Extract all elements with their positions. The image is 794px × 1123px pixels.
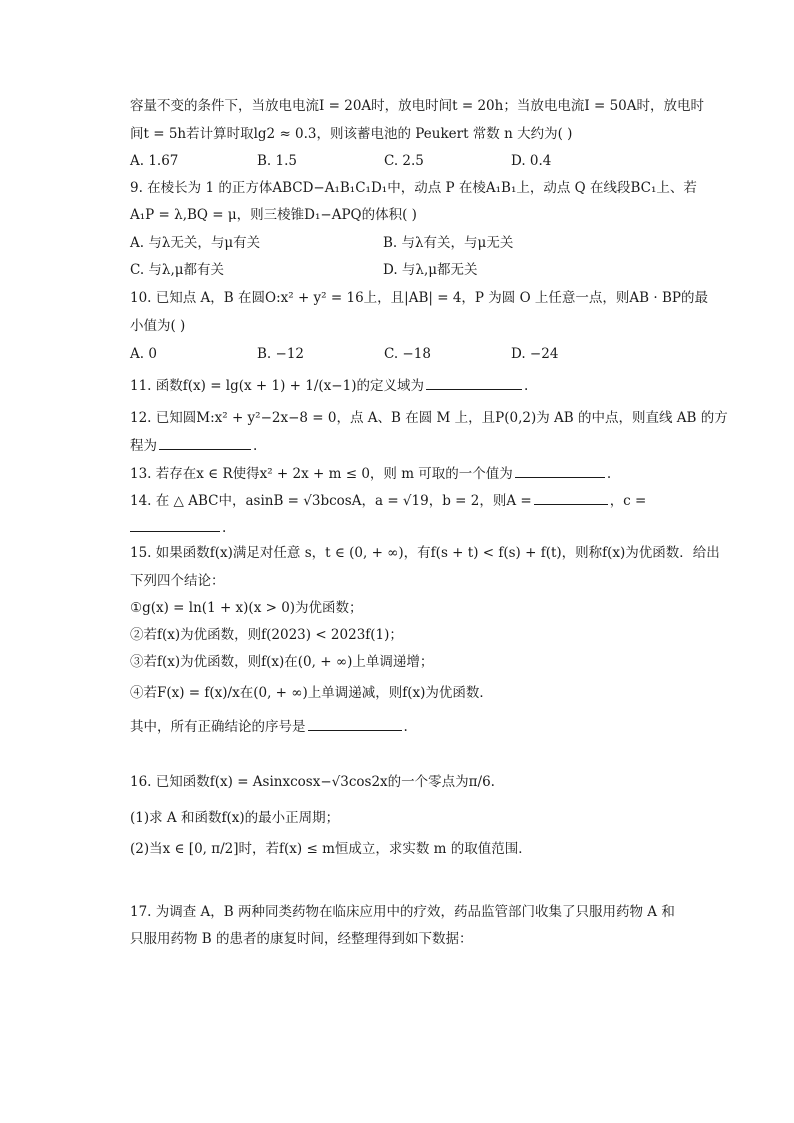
- q8-option-d: D. 0.4: [511, 153, 552, 169]
- q15-conclusion-4: ④若F(x) = f(x)/x在(0, + ∞)上单调递减，则f(x)为优函数．: [130, 685, 493, 701]
- q10-line2: 小值为( ): [130, 318, 186, 334]
- q10-option-a: A. 0: [130, 346, 157, 362]
- q13-answer-blank[interactable]: [515, 463, 605, 478]
- q11-line: [130, 375, 528, 396]
- q15-text: 其中，所有正确结论的序号是: [130, 719, 306, 735]
- q14-end: .: [222, 520, 227, 536]
- q17-line1: 17. 为调查 A，B 两种同类药物在临床应用中的疗效，药品监管部门收集了只服用药物 A 和: [130, 904, 675, 920]
- q10-options: [130, 344, 670, 364]
- q16-part1: (1)求 A 和函数f(x)的最小正周期；: [130, 810, 340, 826]
- q17-line2: 只服用药物 B 的患者的康复时间，经整理得到如下数据：: [130, 931, 473, 947]
- q8-option-c: C. 2.5: [384, 153, 424, 169]
- q9-line1: 9. 在棱长为 1 的正方体ABCD−A₁B₁C₁D₁中，动点 P 在棱A₁B₁上，动点 Q 在线段BC₁上、若: [130, 180, 697, 196]
- q15-line1: 15. 如果函数f(x)满足对任意 s，t ∈ (0, + ∞)，有f(s + t) < f(s) + f(t)，则称f(x)为优函数．给出: [130, 545, 720, 561]
- q12-line2: [130, 435, 257, 456]
- q14-mid: ，c =: [609, 493, 647, 509]
- q11-answer-blank[interactable]: [426, 375, 522, 390]
- q15-conclusion-1: ①g(x) = ln(1 + x)(x > 0)为优函数；: [130, 600, 363, 616]
- q12-answer-blank[interactable]: [159, 435, 251, 450]
- q8-option-a: A. 1.67: [130, 153, 179, 169]
- q15-line-final: [130, 716, 408, 737]
- q13-text: 13. 若存在x ∈ R使得x² + 2x + m ≤ 0，则 m 可取的一个值为: [130, 466, 513, 482]
- q9-options-row2: [130, 260, 670, 280]
- q9-option-c: C. 与λ,μ都有关: [130, 262, 225, 278]
- q13-line: [130, 463, 611, 484]
- q14-answer-blank-c[interactable]: [130, 517, 220, 532]
- q13-end: .: [606, 466, 612, 482]
- q16-part2: (2)当x ∈ [0, π/2]时，若f(x) ≤ m恒成立，求实数 m 的取值范围．: [130, 841, 532, 857]
- q9-option-b: B. 与λ有关，与μ无关: [383, 235, 514, 251]
- q14-answer-blank-a[interactable]: [534, 490, 608, 505]
- q9-option-d: D. 与λ,μ都无关: [383, 262, 478, 278]
- q12-end: .: [253, 438, 258, 454]
- q8-line1: 容量不变的条件下，当放电电流I = 20A时，放电时间t = 20h；当放电电流I = 50A时，放电时: [130, 98, 704, 114]
- q9-option-a: A. 与λ无关，与μ有关: [130, 235, 261, 251]
- q11-end: .: [523, 378, 529, 394]
- q15-conclusion-2: ②若f(x)为优函数，则f(2023) < 2023f(1)；: [130, 627, 403, 643]
- q14-line1: [130, 490, 646, 511]
- q11-text: 11. 函数f(x) = lg(x + 1) + 1/(x−1)的定义域为: [130, 378, 424, 394]
- q15-end: .: [403, 719, 408, 735]
- q9-line2: A₁P = λ,BQ = μ，则三棱锥D₁−APQ的体积( ): [130, 207, 417, 223]
- q12-text2: 程为: [130, 438, 157, 454]
- q12-line1: 12. 已知圆M:x² + y²−2x−8 = 0，点 A、B 在圆 M 上，且P(0,2)为 AB 的中点，则直线 AB 的方: [130, 410, 728, 426]
- q10-option-c: C. −18: [384, 346, 431, 362]
- q8-option-b: B. 1.5: [257, 153, 297, 169]
- q15-line2: 下列四个结论：: [130, 573, 225, 589]
- q14-line2: [130, 517, 226, 538]
- q10-line1: 10. 已知点 A，B 在圆O:x² + y² = 16上，且|AB| = 4，P 为圆 O 上任意一点，则AB · BP的最: [130, 290, 708, 306]
- q10-option-b: B. −12: [257, 346, 304, 362]
- q15-conclusion-3: ③若f(x)为优函数，则f(x)在(0, + ∞)上单调递增；: [130, 654, 434, 670]
- q8-options: [130, 151, 670, 171]
- q14-text: 14. 在 △ ABC中，asinB = √3bcosA，a = √19，b = 2，则A =: [130, 493, 532, 509]
- q9-options-row1: [130, 233, 670, 253]
- q8-line2: 间t = 5h若计算时取lg2 ≈ 0.3，则该蓄电池的 Peukert 常数 n 大约为( ): [130, 126, 573, 142]
- q16-line1: 16. 已知函数f(x) = Asinxcosx−√3cos2x的一个零点为π/6.: [130, 774, 495, 790]
- q10-option-d: D. −24: [511, 346, 559, 362]
- q15-answer-blank[interactable]: [308, 716, 402, 731]
